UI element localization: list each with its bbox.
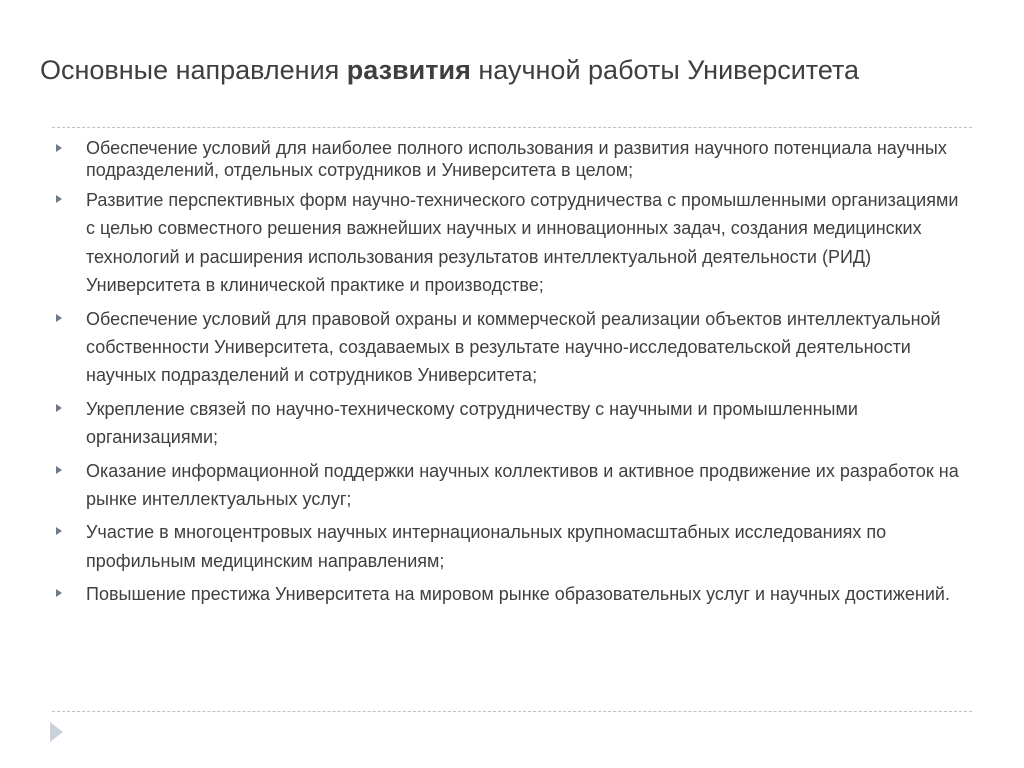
bullet-arrow-icon	[56, 527, 62, 535]
top-divider	[52, 127, 972, 128]
bullet-item	[56, 137, 966, 181]
bottom-divider	[52, 711, 972, 712]
bullet-list	[56, 137, 966, 614]
bullet-text: Оказание информационной поддержки научных коллективов и активное продвижение их разработок на рынке интеллектуальных услуг;	[86, 460, 959, 510]
bullet-item	[56, 518, 966, 575]
title-part-2: научной работы Университета	[470, 55, 860, 85]
bullet-text: Повышение престижа Университета на мировом рынке образовательных услуг и научных достижений.	[86, 584, 950, 605]
bullet-arrow-icon	[56, 589, 62, 597]
bullet-text: Участие в многоцентровых научных интернациональных крупномасштабных исследованиях по профильным медицинским направлениям;	[86, 522, 887, 571]
bullet-arrow-icon	[56, 144, 62, 152]
bullet-item	[56, 395, 966, 452]
bullet-item	[56, 186, 966, 300]
title-part-1: Основные направления	[40, 55, 347, 85]
bullet-text: Развитие перспективных форм научно-технического сотрудничества с промышленными организациями с целью совместного решения важнейших научных и инновационных задач, создания медицинских технологий и расширения использования результатов интеллектуальной деятельности (РИД) Университета в клинической практике и производстве;	[86, 190, 959, 296]
bullet-arrow-icon	[56, 404, 62, 412]
bullet-item	[56, 580, 966, 608]
corner-arrow-icon	[50, 722, 63, 742]
title-bold-word: развития	[346, 55, 471, 85]
bullet-arrow-icon	[56, 466, 62, 474]
bullet-text: Обеспечение условий для наиболее полного использования и развития научного потенциала научных подразделений, отдельных сотрудников и Университета в целом;	[86, 138, 947, 180]
bullet-arrow-icon	[56, 195, 62, 203]
bullet-arrow-icon	[56, 314, 62, 322]
bullet-item	[56, 457, 966, 514]
slide-title	[40, 52, 1000, 88]
bullet-text: Обеспечение условий для правовой охраны и коммерческой реализации объектов интеллектуальной собственности Университета, создаваемых в результате научно-исследовательской деятельности научных подразделений и сотрудников Университета;	[86, 308, 941, 386]
bullet-text: Укрепление связей по научно-техническому сотрудничеству с научными и промышленными организациями;	[86, 398, 858, 448]
bullet-item	[56, 305, 966, 390]
